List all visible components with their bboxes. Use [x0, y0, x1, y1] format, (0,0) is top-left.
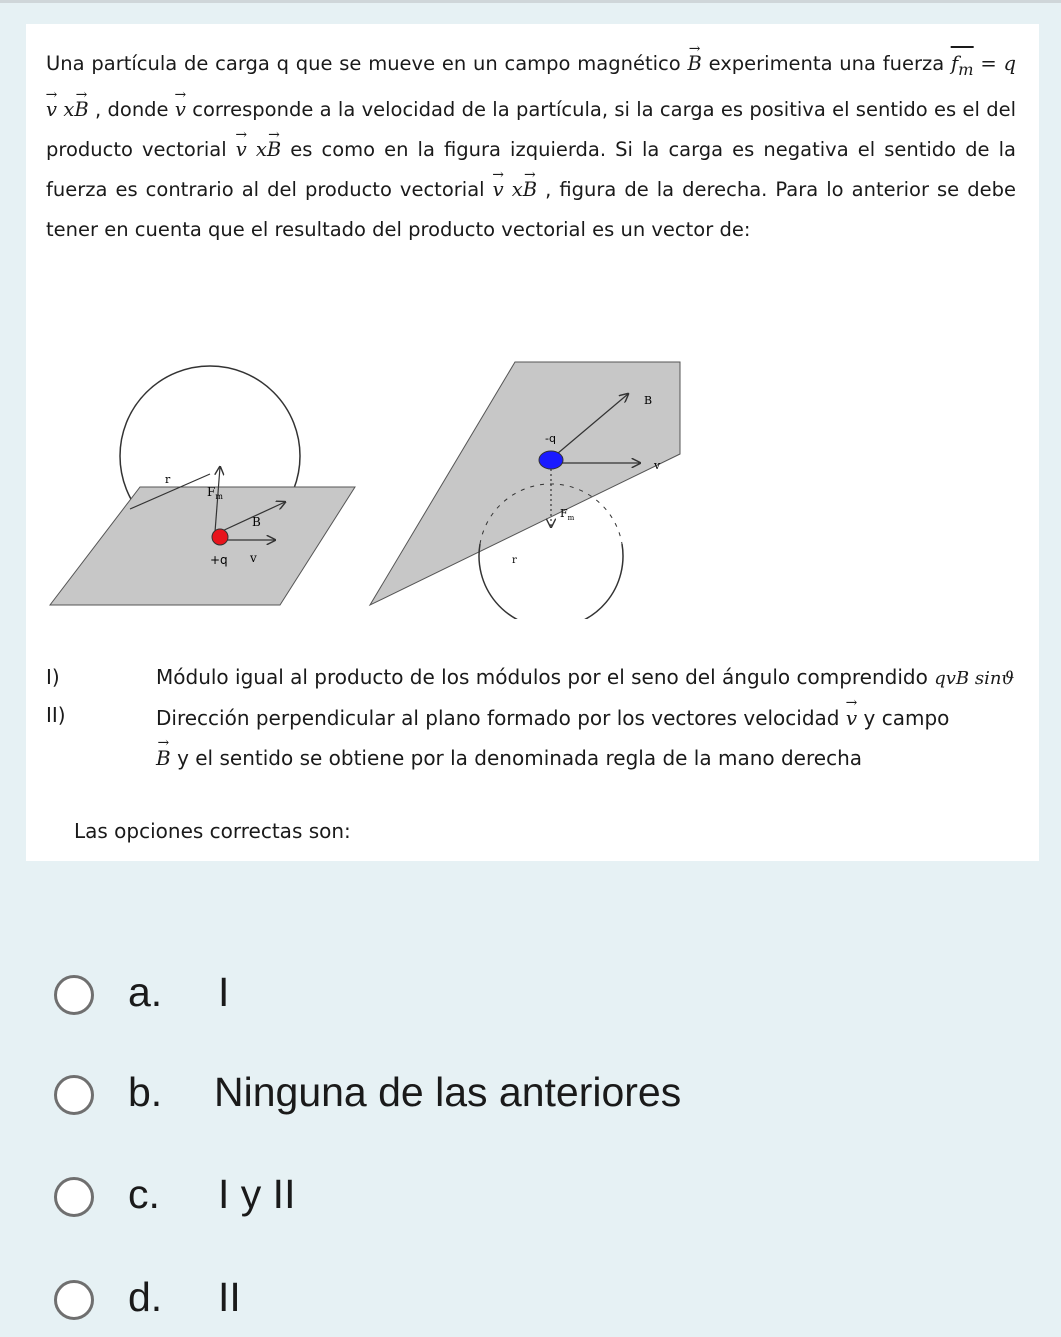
left-label-charge: +q	[210, 553, 228, 567]
symbol-fm	[951, 44, 974, 90]
question-text-4: corresponde a la velocidad de la partícula, si la carga es positiva el sentido es el del producto vectorial	[46, 97, 1016, 161]
question-card	[26, 24, 1039, 861]
left-label-v: v	[250, 551, 257, 565]
statements	[46, 660, 1016, 778]
right-label-F-sub: m	[567, 514, 575, 522]
left-plane	[50, 487, 355, 605]
physics-figures	[40, 359, 690, 619]
right-label-v: v	[654, 459, 661, 472]
option-c-text: I y II	[218, 1171, 296, 1217]
right-label-F	[560, 507, 575, 522]
left-label-F-sub: m	[215, 492, 223, 501]
cross1-x: x	[255, 137, 267, 161]
right-charge-dot	[539, 451, 563, 469]
statement-1-math: qvB sinϑ	[934, 668, 1015, 689]
option-b[interactable]	[54, 1065, 682, 1125]
right-label-B: B	[644, 394, 653, 407]
symbol-v: → v	[175, 90, 186, 130]
option-d-text: II	[218, 1274, 241, 1320]
right-orbit-circle	[479, 544, 623, 619]
cross2-x: x	[511, 177, 523, 201]
cross1-v: → v	[236, 130, 247, 170]
statement-2-number: II)	[46, 703, 66, 727]
option-d-radio[interactable]	[54, 1280, 94, 1320]
statement-1-text: Módulo igual al producto de los módulos por el seno del ángulo comprendido	[156, 665, 928, 689]
option-c-letter: c.	[128, 1171, 160, 1217]
top-border	[0, 0, 1061, 3]
question-text-1: Una partícula de carga q que se mueve en un campo magnético	[46, 52, 681, 75]
cross2-v: → v	[493, 170, 504, 210]
left-label-r: r	[165, 473, 171, 486]
figure-left	[50, 366, 355, 605]
statement-1	[46, 660, 1016, 696]
question-text-6: , figura de la derecha. Para lo anterior se debe tener en cuenta que el resultado del producto vectorial es un vector de:	[46, 177, 1016, 241]
statement-2-B: → B	[156, 738, 171, 778]
right-plane	[370, 362, 680, 605]
question-text	[46, 44, 1016, 250]
left-label-B: B	[252, 515, 261, 529]
formula-eq: = q	[980, 52, 1016, 75]
symbol-fm-f: f	[950, 52, 959, 75]
option-c-radio[interactable]	[54, 1177, 94, 1217]
option-a-text: I	[218, 969, 230, 1015]
right-label-F-main: F	[560, 507, 568, 520]
option-c[interactable]	[54, 1167, 296, 1227]
cross-product-1	[236, 138, 281, 161]
option-d[interactable]	[54, 1270, 241, 1330]
statement-2-text-1: Dirección perpendicular al plano formado por los vectores velocidad	[156, 706, 840, 730]
left-charge-dot	[212, 529, 228, 545]
prompt-text: Las opciones correctas son:	[74, 819, 351, 843]
right-label-r: r	[512, 555, 517, 566]
question-text-3: , donde	[95, 97, 169, 121]
option-b-letter: b.	[128, 1069, 163, 1115]
formula-v: → v	[46, 90, 57, 130]
statement-2	[46, 698, 1016, 778]
option-a[interactable]	[54, 965, 230, 1025]
option-d-letter: d.	[128, 1274, 163, 1320]
statement-2-text-3: y el sentido se obtiene por la denominada regla de la mano derecha	[177, 746, 862, 770]
option-a-radio[interactable]	[54, 975, 94, 1015]
figure-right	[370, 362, 680, 619]
cross-product-2	[493, 178, 537, 201]
cross2-B: → B	[523, 170, 537, 210]
option-a-letter: a.	[128, 969, 163, 1015]
option-b-text: Ninguna de las anteriores	[214, 1069, 682, 1115]
question-text-2: experimenta una fuerza	[708, 52, 945, 75]
symbol-B: → B	[687, 44, 701, 84]
statement-2-v: → v	[846, 698, 857, 738]
statement-1-number: I)	[46, 665, 60, 689]
right-label-charge: -q	[545, 432, 556, 445]
symbol-fm-sub: m	[958, 59, 974, 79]
cross1-B: → B	[267, 130, 281, 170]
left-label-F-main: F	[207, 485, 216, 499]
formula-x: x	[63, 97, 75, 121]
option-b-radio[interactable]	[54, 1075, 94, 1115]
formula-B: → B	[74, 90, 88, 130]
statement-2-text-2: y campo	[863, 706, 950, 730]
question-text-5: es como en la figura izquierda. Si la carga es negativa el sentido de la fuerza es contrario al del producto vectorial	[46, 137, 1016, 201]
